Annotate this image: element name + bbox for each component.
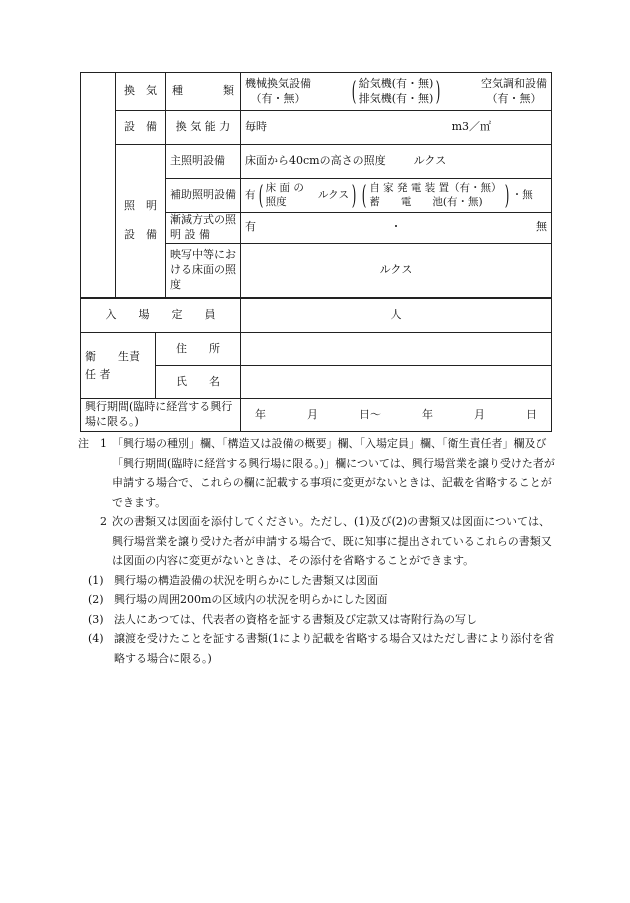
note-item: (2) 興行場の周囲200mの区域内の状況を明らかにした図面 xyxy=(88,593,388,606)
address-label: 住 所 xyxy=(156,333,241,366)
ventilation-type-value[interactable]: 機械換気設備 （有・無） ( 給気機(有・無) 排気機(有・無) ) 空気調和設備 （有・無） xyxy=(241,73,552,111)
note-2: 2 次の書類又は図面を添付してください。ただし、(1)及び(2)の書類又は図面については、興行場営業を譲り受けた者が申請する場合で、既に知事に提出されているこれらの書類又は図面の内容に変更がないときは、その添付を省略することができます。 xyxy=(100,515,552,567)
period-label: 興行期間(臨時に経営する興行場に限る。) xyxy=(81,399,241,432)
capacity-label: 入 場 定 員 xyxy=(81,299,241,333)
aux-lighting-label: 補助照明設備 xyxy=(166,179,241,213)
period-value[interactable]: 年 月 日〜 年 月 日 xyxy=(241,399,552,432)
notes-section xyxy=(78,434,558,668)
dimming-lighting-label: 漸減方式の照 明 設 備 xyxy=(166,213,241,244)
ventilation-type-label: 種 類 xyxy=(166,73,241,111)
note-item: (1) 興行場の構造設備の状況を明らかにした書類又は図面 xyxy=(88,573,378,587)
note-item: (3) 法人にあつては、代表者の資格を証する書類及び定款又は寄附行為の写し xyxy=(88,612,477,626)
main-lighting-label: 主照明設備 xyxy=(166,145,241,179)
name-label: 氏 名 xyxy=(156,366,241,399)
capacity-value[interactable]: 人 xyxy=(241,299,552,333)
vent-capacity-value[interactable]: 毎時 m3／㎡ xyxy=(241,111,552,145)
main-lighting-value[interactable]: 床面から40cmの高さの照度 ルクス xyxy=(241,145,552,179)
ventilation-label: 換 気 xyxy=(116,73,166,111)
aux-lighting-value[interactable]: 有 ( 床 面 の 照度 ルクス ) ( 自 家 発 電 装 置（有・無） 蓄 電 池(有・無) ) ・無 xyxy=(241,179,552,213)
vent-capacity-label: 換 気 能 力 xyxy=(166,111,241,145)
hygiene-manager-label: 衛 生責 任 者 xyxy=(81,333,156,399)
mech-vent-label: 機械換気設備 xyxy=(245,77,311,91)
screening-illuminance-label: 映写中等における床面の照度 xyxy=(166,243,241,297)
equipment-label: 設 備 xyxy=(116,111,166,145)
note-item: (4) 譲渡を受けたことを証する書類(1により記載を省略する場合又はただし書により添付を省略する場合に限る。) xyxy=(88,632,555,665)
address-value[interactable] xyxy=(241,333,552,366)
name-value[interactable] xyxy=(241,366,552,399)
period-table xyxy=(80,398,552,432)
note-1: 注 1 「興行場の種別」欄、「構造又は設備の概要」欄、「入場定員」欄、「衛生責任者」欄及び「興行期間(臨時に経営する興行場に限る。)」欄については、興行場営業を譲り受けた者が申請する場合で、これらの欄に記載する事項に変更がないときは、記載を省略することができます。 xyxy=(78,437,555,509)
capacity-table xyxy=(80,298,552,333)
aircon-label: 空気調和設備 xyxy=(481,77,547,91)
left-margin-cell xyxy=(81,73,116,298)
dimming-lighting-value[interactable]: 有 ・ 無 xyxy=(241,213,552,244)
lighting-label: 照 明 設 備 xyxy=(116,145,166,298)
facility-form-table xyxy=(80,72,552,298)
hygiene-table xyxy=(80,332,552,399)
screening-illuminance-value[interactable]: ルクス xyxy=(241,243,552,297)
